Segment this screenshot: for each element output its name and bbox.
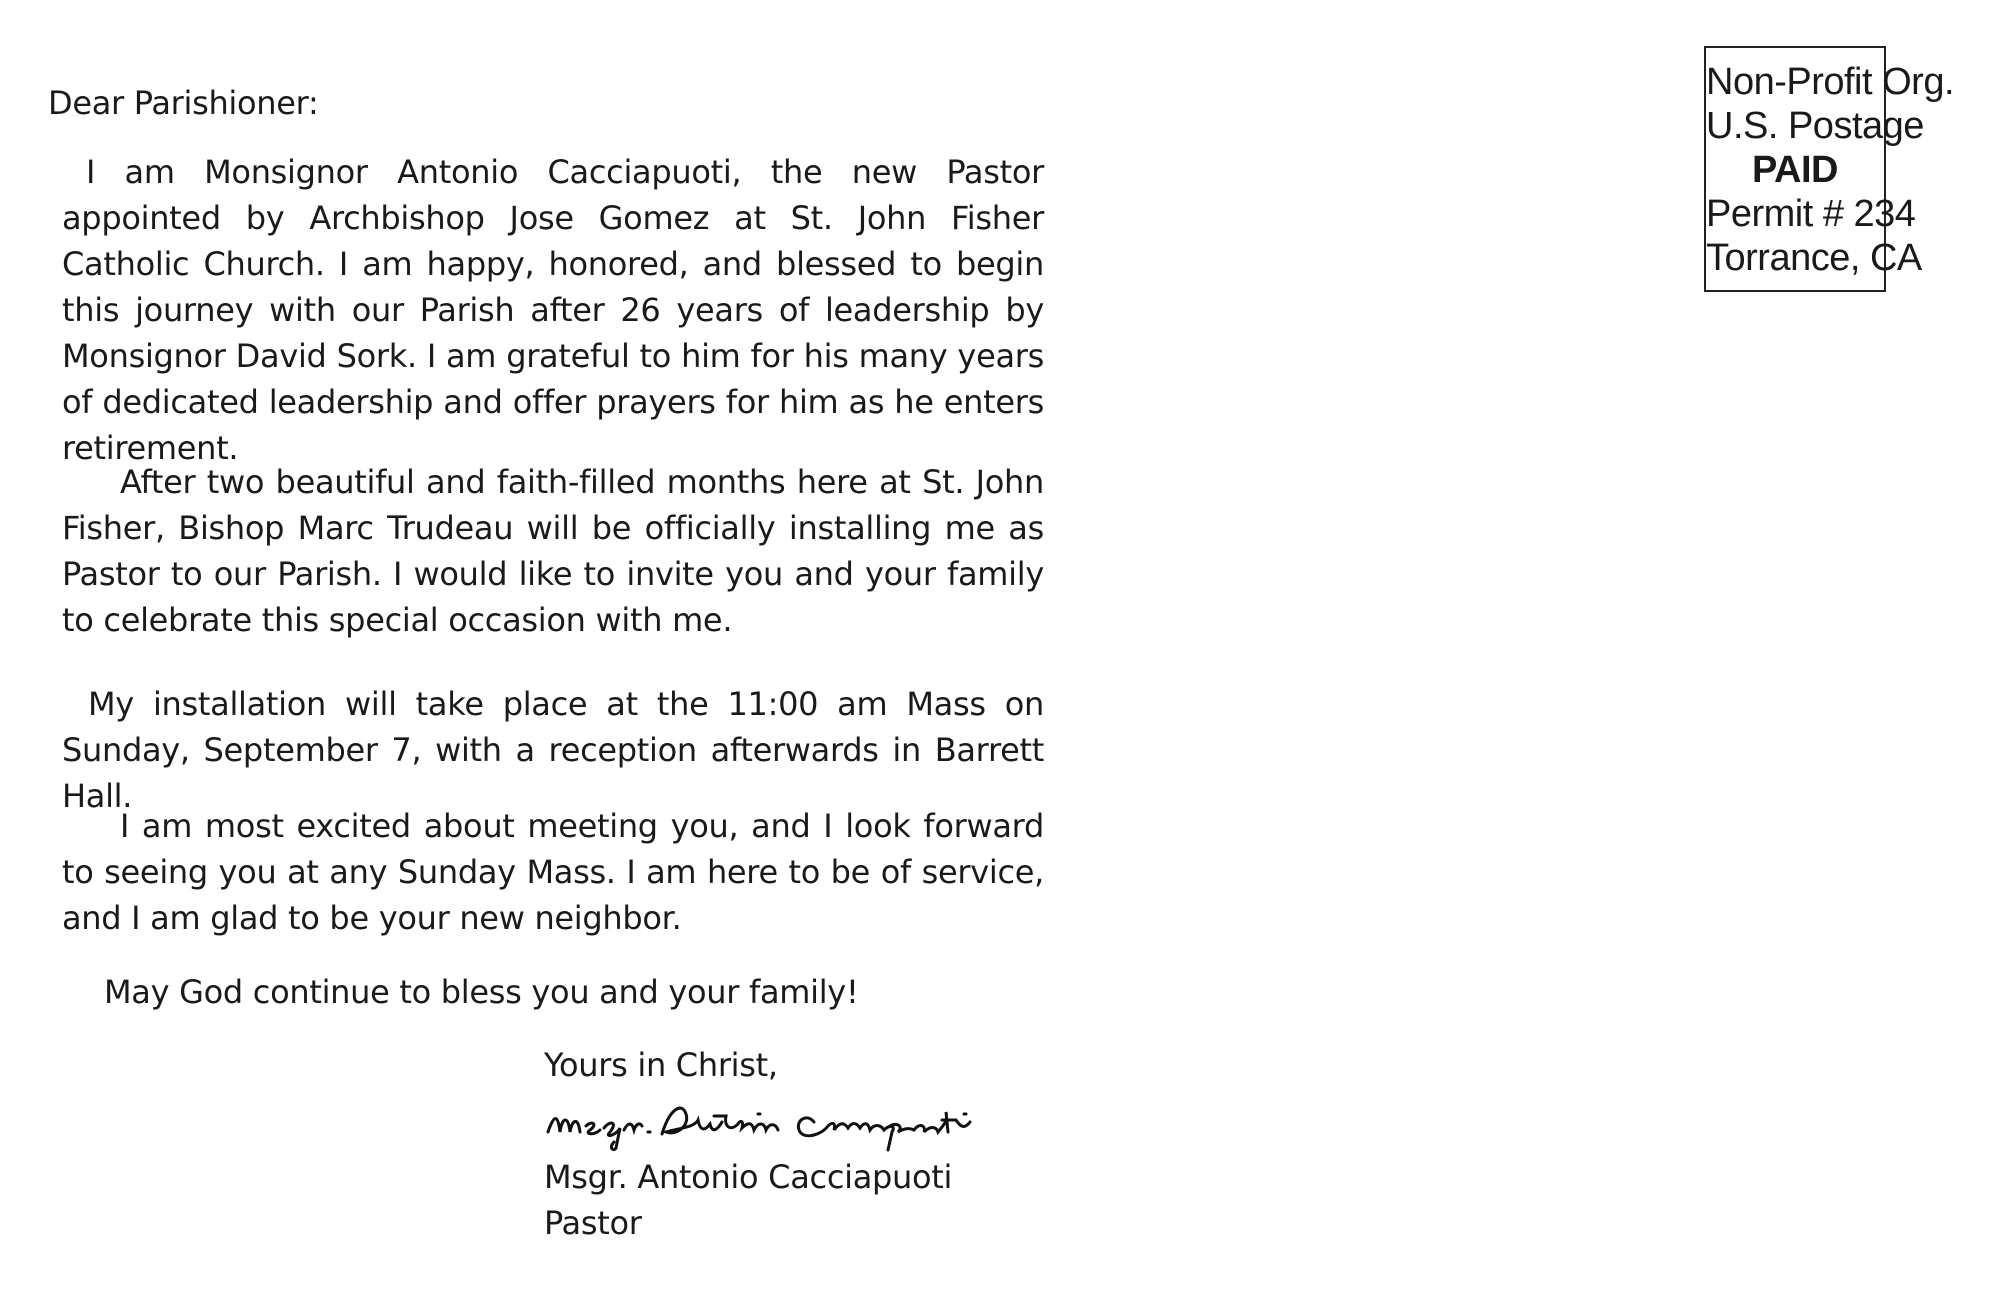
letter-paragraph: I am Monsignor Antonio Cacciapuoti, the new Pastor appointed by Archbishop Jose Gomez at St. John Fisher Catholic Church. I am happy, honored, and blessed to begin this journey with our Parish after 26 years of leadership by Monsignor David Sork. I am grateful to him for his many years of dedicated leadership and offer prayers for him as he enters retirement. — [62, 153, 1044, 467]
closing-block — [544, 1042, 1044, 1246]
postage-permit-line: Permit # 234 — [1706, 193, 1916, 235]
closing: Yours in Christ, — [544, 1046, 778, 1084]
signature-image — [544, 1092, 1044, 1154]
postage-indicia — [1704, 46, 1955, 292]
postage-org-line: Non-Profit Org. — [1706, 61, 1955, 103]
letter-paragraph: I am most excited about meeting you, and I look forward to seeing you at any Sunday Mass. I am here to be of service, and I am glad to be your new neighbor. — [62, 807, 1044, 937]
signer-title: Pastor — [544, 1204, 642, 1242]
greeting: Dear Parishioner: — [48, 84, 319, 122]
signer-name: Msgr. Antonio Cacciapuoti — [544, 1158, 953, 1196]
letter-paragraph: My installation will take place at the 11:00 am Mass on Sunday, September 7, with a reception afterwards in Barrett Hall. — [62, 685, 1044, 815]
handwritten-signature — [544, 1092, 1044, 1154]
postage-paid-line: PAID — [1752, 149, 1838, 191]
postage-us-line: U.S. Postage — [1706, 105, 1924, 147]
letter-paragraph: After two beautiful and faith-filled months here at St. John Fisher, Bishop Marc Trudeau will be officially installing me as Pastor to our Parish. I would like to invite you and your family to celebrate this special occasion with me. — [62, 463, 1044, 639]
letter-blessing: May God continue to bless you and your family! — [104, 973, 859, 1011]
postage-city-line: Torrance, CA — [1706, 237, 1922, 279]
